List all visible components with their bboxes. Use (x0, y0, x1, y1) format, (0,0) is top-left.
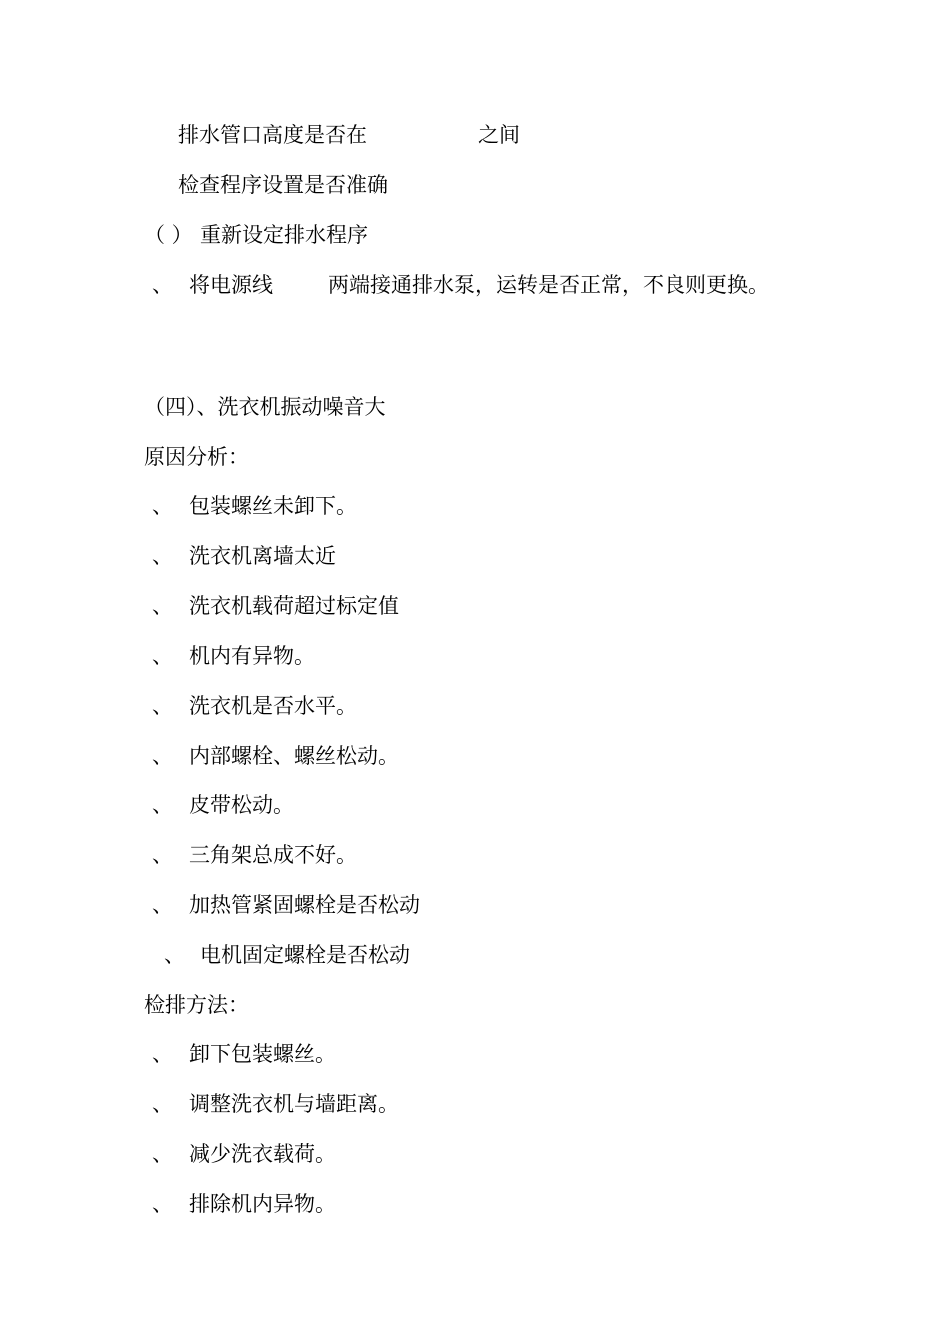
power-item-text-a: 将电源线 (189, 273, 273, 297)
cause-item: 洗衣机是否水平。 (189, 694, 357, 718)
cause-mark: 、 (152, 843, 173, 867)
drain-height-label: 排水管口高度是否在 (178, 123, 367, 147)
cause-mark: 、 (152, 744, 173, 768)
method-mark: 、 (152, 1092, 173, 1116)
method-item: 减少洗衣载荷。 (189, 1142, 336, 1166)
cause-item: 包装螺丝未卸下。 (189, 494, 357, 518)
reset-program-text: 重新设定排水程序 (200, 223, 368, 247)
section-four-heading: （四）、洗衣机振动噪音大 (144, 395, 386, 419)
cause-mark: 、 (152, 494, 173, 518)
drain-height-suffix: 之间 (478, 123, 520, 147)
method-mark: 、 (152, 1192, 173, 1216)
cause-mark: 、 (164, 943, 185, 967)
cause-item: 加热管紧固螺栓是否松动 (189, 893, 420, 917)
method-label: 检排方法： (144, 993, 249, 1017)
cause-mark: 、 (152, 644, 173, 668)
cause-item: 内部螺栓、螺丝松动。 (189, 744, 399, 768)
method-item: 排除机内异物。 (189, 1192, 336, 1216)
reset-program-paren: （ ） (144, 223, 193, 247)
cause-item: 皮带松动。 (189, 793, 294, 817)
cause-item: 洗衣机载荷超过标定值 (189, 594, 399, 618)
cause-label: 原因分析： (144, 445, 249, 469)
method-item: 调整洗衣机与墙距离。 (189, 1092, 399, 1116)
cause-mark: 、 (152, 694, 173, 718)
method-mark: 、 (152, 1042, 173, 1066)
method-item: 卸下包装螺丝。 (189, 1042, 336, 1066)
cause-item: 机内有异物。 (189, 644, 315, 668)
power-item-mark: 、 (152, 273, 173, 297)
cause-item: 三角架总成不好。 (189, 843, 357, 867)
cause-item: 电机固定螺栓是否松动 (200, 943, 410, 967)
cause-mark: 、 (152, 793, 173, 817)
cause-mark: 、 (152, 594, 173, 618)
cause-mark: 、 (152, 893, 173, 917)
cause-mark: 、 (152, 544, 173, 568)
cause-item: 洗衣机离墙太近 (189, 544, 336, 568)
power-item-text-b: 两端接通排水泵，运转是否正常，不良则更换。 (328, 273, 769, 297)
check-program-text: 检查程序设置是否准确 (178, 173, 388, 197)
method-mark: 、 (152, 1142, 173, 1166)
